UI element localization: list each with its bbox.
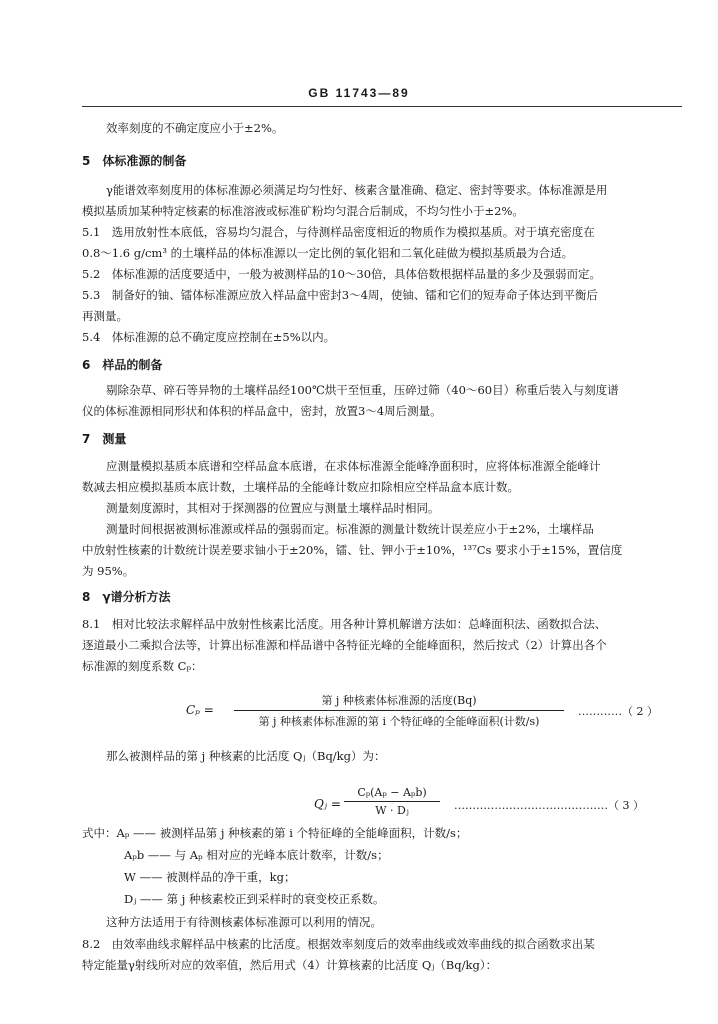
formula-3-fraction [344, 786, 440, 817]
paragraph-line: 5.1 选用放射性本底低，容易均匀混合，与待测样品密度相近的物质作为模拟基质。对于填充密度在 [82, 225, 595, 239]
formula-2-lhs: Cₚ = [186, 703, 214, 717]
section-heading-7: 7 测量 [82, 432, 127, 446]
formula-2-numerator: 第 j 种核素体标准源的活度(Bq) [234, 692, 564, 711]
paragraph-line: 仪的体标准源相同形状和体积的样品盒中，密封，放置3～4周后测量。 [82, 404, 442, 418]
section-heading-5: 5 体标准源的制备 [82, 154, 187, 168]
formula-2-number: …………（ 2 ） [578, 705, 658, 718]
paragraph-line: 数减去相应模拟基质本底计数，土壤样品的全能峰计数应扣除相应空样品盒本底计数。 [82, 480, 519, 494]
paragraph-line: 再测量。 [82, 309, 128, 323]
paragraph-line: 那么被测样品的第 j 种核素的比活度 Qⱼ（Bq/kg）为： [106, 749, 386, 763]
paragraph-line: 为 95%。 [82, 564, 135, 578]
paragraph-line: 特定能量γ射线所对应的效率值，然后用式（4）计算核素的比活度 Qⱼ（Bq/kg）： [82, 958, 498, 972]
paragraph-line: 5.2 体标准源的活度要适中，一般为被测样品的10～30倍，具体倍数根据样品量的多少及强弱而定。 [82, 267, 602, 281]
header-rule [82, 106, 682, 107]
formula-3-numerator: Cₚ(Aₚ − Aₚb) [344, 786, 440, 802]
definition-line: W —— 被测样品的净干重，kg； [124, 870, 296, 884]
definition-line: Aₚb —— 与 Aₚ 相对应的光峰本底计数率，计数/s； [124, 848, 389, 862]
paragraph-line: 效率刻度的不确定度应小于±2%。 [106, 121, 284, 135]
page-header-standard-number: GB 11743—89 [308, 86, 410, 100]
paragraph-line: 0.8～1.6 g/cm³ 的土壤样品的体标准源以一定比例的氧化铝和二氧化硅做为模拟基质最为合适。 [82, 246, 574, 260]
paragraph-line: 模拟基质加某种特定核素的标准溶液或标准矿粉均匀混合后制成，不均匀性小于±2%。 [82, 204, 524, 218]
paragraph-line: γ能谱效率刻度用的体标准源必须满足均匀性好、核素含量准确、稳定、密封等要求。体标准源是用 [106, 183, 608, 197]
paragraph-line: 这种方法适用于有待测核素体标准源可以利用的情况。 [106, 915, 382, 929]
definition-line: 式中：Aₚ —— 被测样品第 j 种核素的第 i 个特征峰的全能峰面积，计数/s； [82, 826, 468, 840]
paragraph-line: 应测量模拟基质本底谱和空样品盒本底谱，在求体标准源全能峰净面积时，应将体标准源全能峰计 [106, 459, 601, 473]
formula-3-denominator: W · Dⱼ [375, 804, 409, 817]
paragraph-line: 测量时间根据被测标准源或样品的强弱而定。标准源的测量计数统计误差应小于±2%，土壤样品 [106, 522, 594, 536]
paragraph-line: 测量刻度源时，其相对于探测器的位置应与测量土壤样品时相同。 [106, 501, 440, 515]
paragraph-line: 逐道最小二乘拟合法等，计算出标准源和样品谱中各特征光峰的全能峰面积，然后按式（2）计算出各个 [82, 638, 607, 652]
formula-3-lhs: Qⱼ = [314, 797, 341, 811]
section-heading-6: 6 样品的制备 [82, 358, 163, 372]
section-heading-8: 8 γ谱分析方法 [82, 590, 171, 604]
paragraph-line: 剔除杂草、碎石等异物的土壤样品经100℃烘干至恒重，压碎过筛（40～60目）称重后装入与刻度谱 [106, 383, 619, 397]
paragraph-line: 5.3 制备好的铀、镭体标准源应放入样品盒中密封3～4周，使铀、镭和它们的短寿命子体达到平衡后 [82, 288, 598, 302]
paragraph-line: 标准源的刻度系数 Cₚ： [82, 659, 203, 673]
paragraph-line: 中放射性核素的计数统计误差要求铀小于±20%，镭、钍、钾小于±10%，¹³⁷Cs 要求小于±15%，置信度 [82, 543, 623, 557]
paragraph-line: 5.4 体标准源的总不确定度应控制在±5%以内。 [82, 330, 336, 344]
formula-2-fraction [234, 692, 564, 729]
formula-2-denominator: 第 j 种核素体标准源的第 i 个特征峰的全能峰面积(计数/s) [258, 715, 540, 728]
paragraph-line: 8.2 由效率曲线求解样品中核素的比活度。根据效率刻度后的效率曲线或效率曲线的拟合函数求出某 [82, 937, 595, 951]
paragraph-line: 8.1 相对比较法求解样品中放射性核素比活度。用各种计算机解谱方法如：总峰面积法、函数拟合法、 [82, 617, 607, 631]
formula-3-number: ……………………………………（ 3 ） [454, 799, 644, 812]
definition-line: Dⱼ —— 第 j 种核素校正到采样时的衰变校正系数。 [124, 892, 385, 906]
